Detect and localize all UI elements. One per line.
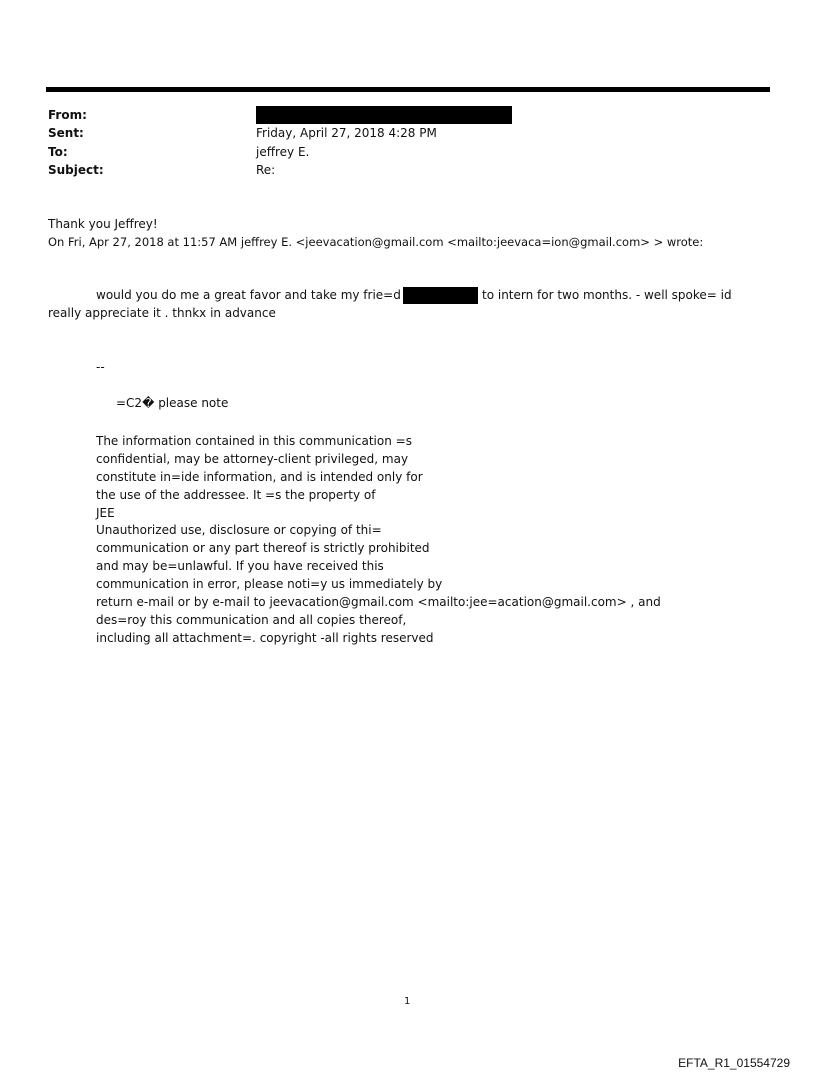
disclaimer-line: The information contained in this communication =s [96, 434, 412, 448]
subject-value: Re: [256, 163, 276, 177]
disclaimer-line: communication or any part thereof is strictly prohibited [96, 541, 430, 556]
disclaimer-line: and may be=unlawful. If you have received this [96, 559, 384, 574]
reply-line: Thank you Jeffrey! [48, 217, 158, 231]
to-value: jeffrey E. [256, 145, 310, 159]
subject-label: Subject: [48, 163, 104, 177]
disclaimer-line: return e-mail or by e-mail to jeevacation@gmail.com <mailto:jee=acation@gmail.com> , and [96, 595, 661, 610]
disclaimer-line: confidential, may be attorney-client privileged, may [96, 451, 409, 466]
please-note: =C2� please note [116, 396, 229, 410]
from-label: From: [48, 108, 87, 122]
disclaimer-line: JEE [96, 505, 115, 520]
sent-label: Sent: [48, 126, 84, 140]
disclaimer-line: including all attachment=. copyright -all rights reserved [96, 630, 434, 645]
request-text-part1: would you do me a great favor and take my frie=d [96, 288, 401, 302]
redaction-name [403, 287, 478, 304]
redaction-from [256, 106, 512, 124]
disclaimer-line: constitute in=ide information, and is intended only for [96, 469, 423, 484]
page-number: 1 [404, 996, 411, 1007]
disclaimer-line: des=roy this communication and all copies thereof, [96, 612, 407, 627]
signature-dash: -- [96, 360, 105, 374]
request-text-part2: to intern for two months. - well spoke= id [482, 288, 732, 302]
bates-number: EFTA_R1_01554729 [678, 1056, 790, 1070]
sent-value: Friday, April 27, 2018 4:28 PM [256, 126, 437, 140]
disclaimer-line: communication in error, please noti=y us immediately by [96, 577, 443, 592]
disclaimer-line: Unauthorized use, disclosure or copying of thi= [96, 523, 382, 538]
disclaimer-block [96, 433, 661, 648]
disclaimer-line: the use of the addressee. It =s the property of [96, 487, 376, 502]
request-text-line2: really appreciate it . thnkx in advance [48, 306, 276, 320]
quote-header: On Fri, Apr 27, 2018 at 11:57 AM jeffrey E. <jeevacation@gmail.com <mailto:jeevaca=ion@gmail.com> > wrote: [48, 235, 704, 249]
header-rule [46, 87, 770, 92]
to-label: To: [48, 145, 68, 159]
